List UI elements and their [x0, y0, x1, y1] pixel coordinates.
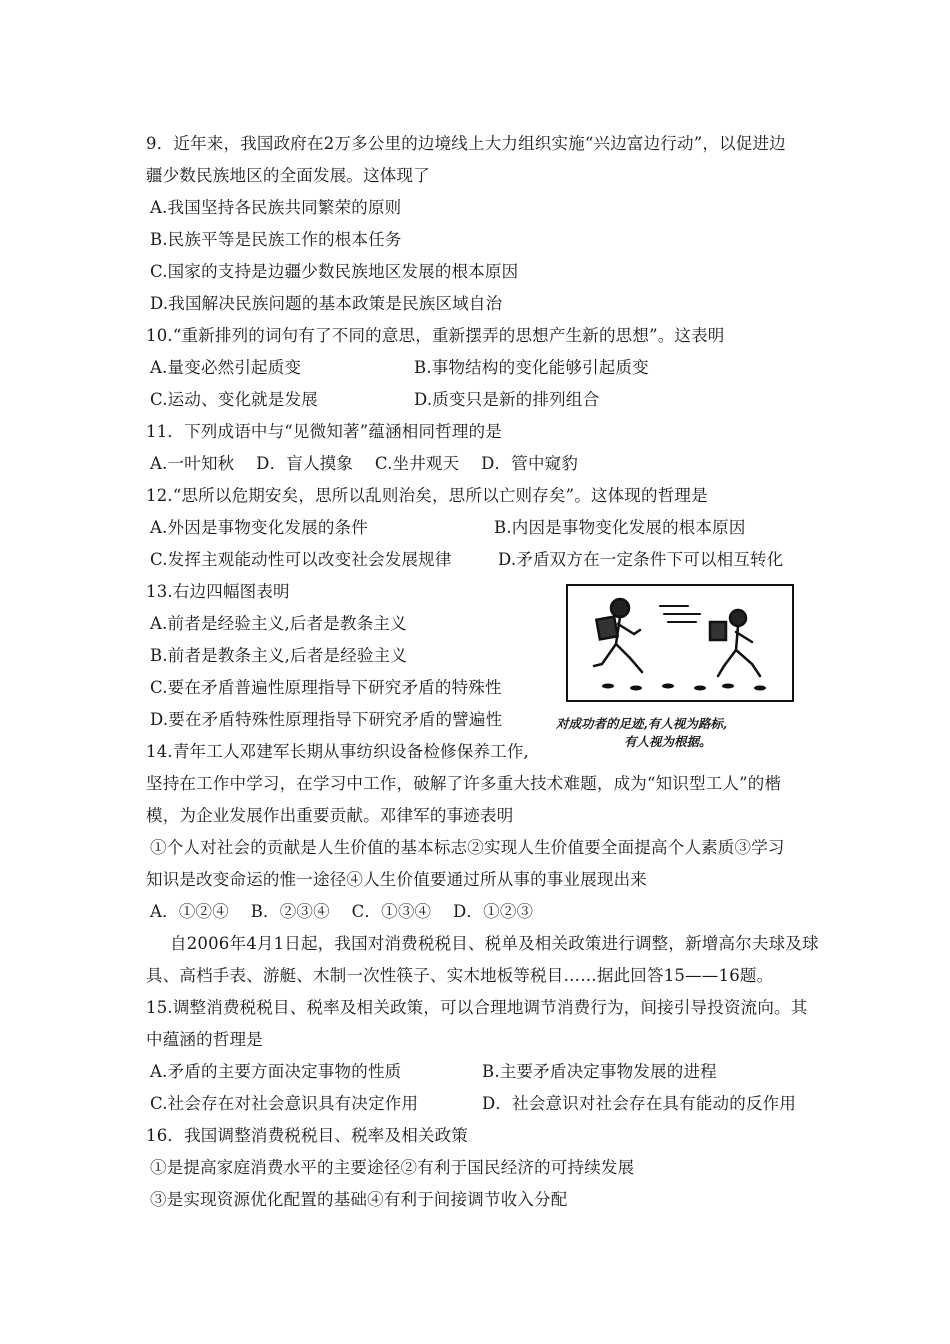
q15-stem-line2: 中蕴涵的哲理是 [146, 1030, 263, 1049]
q12-option-a: A.外因是事物变化发展的条件 [150, 518, 368, 537]
q13-stem: 13.右边四幅图表明 [146, 582, 290, 601]
cartoon-caption-line2: 有人视为根据。 [624, 734, 712, 749]
material-line1: 自2006年4月1日起，我国对消费税税目、税单及相关政策进行调整，新增高尔夫球及球 [170, 934, 819, 953]
q9-option-b: B.民族平等是民族工作的根本任务 [150, 230, 402, 249]
q14-stem-line1: 14.青年工人邓建军长期从事纺织设备检修保养工作, [146, 742, 529, 761]
q9-stem-line2: 疆少数民族地区的全面发展。这体现了 [146, 166, 430, 185]
q14-stem-line2: 坚持在工作中学习，在学习中工作，破解了许多重大技术难题，成为“知识型工人”的楷 [146, 774, 782, 793]
q12-option-b: B.内因是事物变化发展的根本原因 [494, 518, 746, 537]
q15-option-d: D．社会意识对社会存在具有能动的反作用 [482, 1094, 797, 1113]
q9-option-d: D.我国解决民族问题的基本政策是民族区域自治 [150, 294, 503, 313]
q9-option-a: A.我国坚持各民族共同繁荣的原则 [150, 198, 402, 217]
q12-option-d: D.矛盾双方在一定条件下可以相互转化 [498, 550, 784, 569]
q16-stem: 16．我国调整消费税税目、税率及相关政策 [146, 1126, 468, 1145]
q16-items-line2: ③是实现资源优化配置的基础④有利于间接调节收入分配 [150, 1190, 568, 1209]
q11-stem: 11．下列成语中与“见微知著”蕴涵相同哲理的是 [146, 422, 502, 441]
q10-option-a: A.量变必然引起质变 [150, 358, 302, 377]
q16-items-line1: ①是提高家庭消费水平的主要途径②有利于国民经济的可持续发展 [150, 1158, 635, 1177]
q10-option-c: C.运动、变化就是发展 [150, 390, 318, 409]
q9-stem-line1: 9．近年来，我国政府在2万多公里的边境线上大力组织实施“兴边富边行动”，以促进边 [146, 134, 786, 153]
q13-option-b: B.前者是教条主义,后者是经验主义 [150, 646, 408, 665]
cartoon-image [566, 584, 794, 702]
material-line2: 具、高档手表、游艇、木制一次性筷子、实木地板等税目……据此回答15——16题。 [146, 966, 774, 985]
q13-option-c: C.要在矛盾普遍性原理指导下研究矛盾的特殊性 [150, 678, 502, 697]
q14-items-line1: ①个人对社会的贡献是人生价值的基本标志②实现人生价值要全面提高个人素质③学习 [150, 838, 785, 857]
q14-options: A．①②④ B．②③④ C．①③④ D．①②③ [150, 902, 534, 921]
q10-option-d: D.质变只是新的排列组合 [414, 390, 600, 409]
q12-option-c: C.发挥主观能动性可以改变社会发展规律 [150, 550, 452, 569]
q14-stem-line3: 模，为企业发展作出重要贡献。邓律军的事迹表明 [146, 806, 514, 825]
q14-items-line2: 知识是改变命运的惟一途径④人生价值要通过所从事的事业展现出来 [146, 870, 647, 889]
q15-stem-line1: 15.调整消费税税目、税率及相关政策，可以合理地调节消费行为，间接引导投资流向。其 [146, 998, 808, 1017]
q11-options: A.一叶知秋 D．盲人摸象 C.坐井观天 D．管中窥豹 [150, 454, 579, 473]
q15-option-c: C.社会存在对社会意识具有决定作用 [150, 1094, 419, 1113]
q15-option-b: B.主要矛盾决定事物发展的进程 [482, 1062, 717, 1081]
cartoon-drawing [568, 586, 792, 700]
q13-option-d: D.要在矛盾特殊性原理指导下研究矛盾的譬遍性 [150, 710, 503, 729]
q13-option-a: A.前者是经验主义,后者是教条主义 [150, 614, 407, 633]
cartoon-caption-line1: 对成功者的足迹,有人视为路标, [556, 716, 728, 731]
q12-stem: 12.“思所以危期安矣，思所以乱则治矣，思所以亡则存矣”。这体现的哲理是 [146, 486, 708, 505]
q10-option-b: B.事物结构的变化能够引起质变 [414, 358, 649, 377]
q15-option-a: A.矛盾的主要方面决定事物的性质 [150, 1062, 402, 1081]
q10-stem: 10.“重新排列的词句有了不同的意思，重新摆弄的思想产生新的思想”。这表明 [146, 326, 725, 345]
q9-option-c: C.国家的支持是边疆少数民族地区发展的根本原因 [150, 262, 519, 281]
